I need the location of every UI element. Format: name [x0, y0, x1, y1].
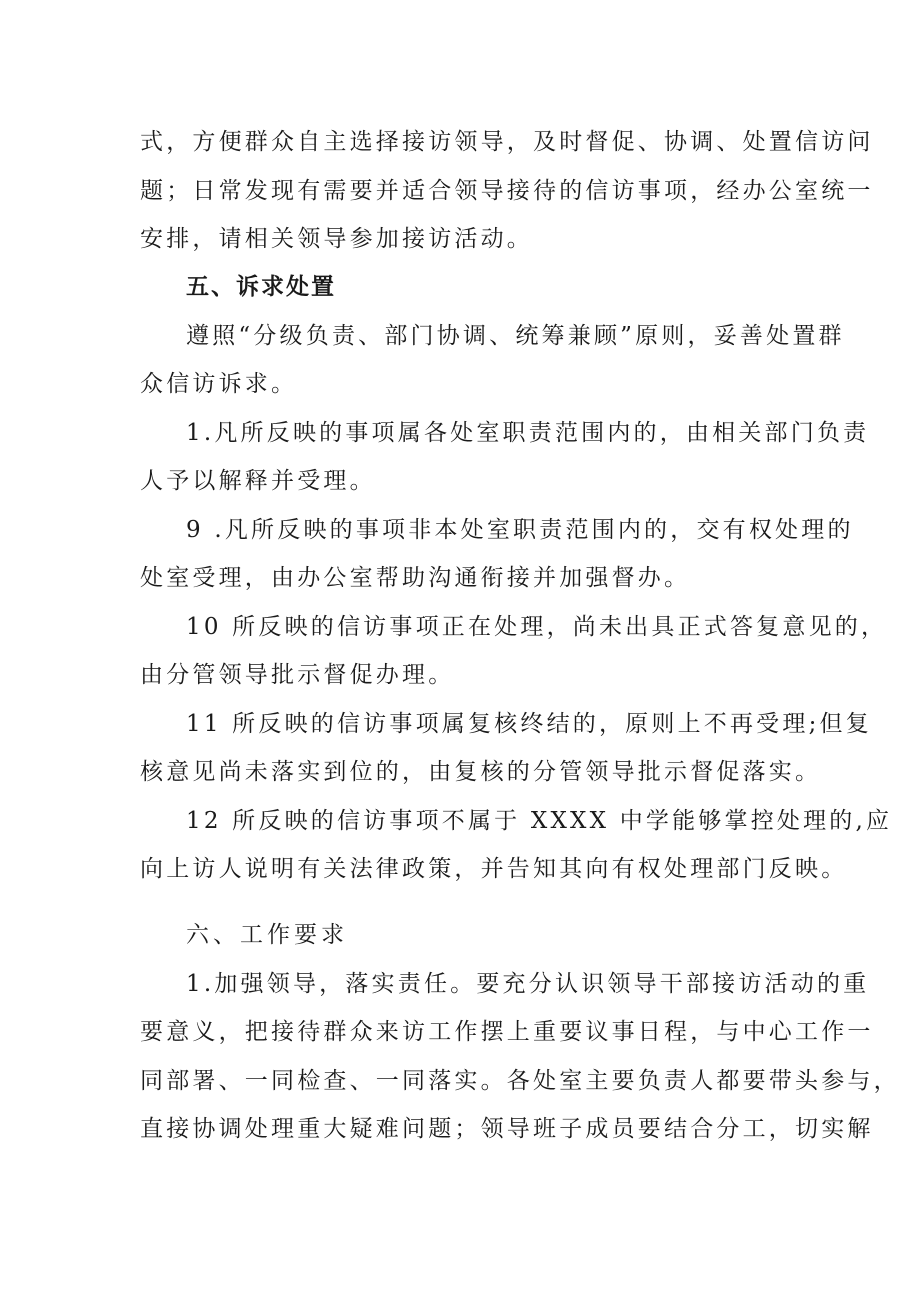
list-item-line: 处室受理，由办公室帮助沟通衔接并加强督办。 [140, 565, 691, 591]
list-item-line: 12 所反映的信访事项不属于 XXXX 中学能够掌控处理的,应 [186, 808, 893, 834]
paragraph-line: 直接协调处理重大疑难问题；领导班子成员要结合分工，切实解 [140, 1116, 874, 1142]
list-item-line: 1.凡所反映的事项属各处室职责范围内的，由相关部门负责 [186, 420, 870, 446]
paragraph-line: 题；日常发现有需要并适合领导接待的信访事项，经办公室统一 [140, 178, 874, 204]
section-heading-6: 六、工作要求 [186, 922, 348, 948]
paragraph-line: 同部署、一同检查、一同落实。各处室主要负责人都要带头参与， [140, 1068, 900, 1094]
list-item-line: 向上访人说明有关法律政策，并告知其向有权处理部门反映。 [140, 856, 848, 882]
paragraph-line: 安排，请相关领导参加接访活动。 [140, 226, 533, 252]
paragraph-line: 式，方便群众自主选择接访领导，及时督促、协调、处置信访问 [140, 129, 874, 155]
section-heading-5: 五、诉求处置 [186, 274, 336, 300]
list-item-line: 核意见尚未落实到位的，由复核的分管领导批示督促落实。 [140, 759, 822, 785]
paragraph-line: 众信访诉求。 [140, 371, 298, 397]
list-item-line: 由分管领导批示督促办理。 [140, 662, 455, 688]
list-item-line: 11 所反映的信访事项属复核终结的，原则上不再受理;但复 [186, 711, 872, 737]
paragraph-line: 要意义，把接待群众来访工作摆上重要议事日程，与中心工作一 [140, 1019, 874, 1045]
list-item-line: 9 .凡所反映的事项非本处室职责范围内的，交有权处理的 [186, 517, 854, 543]
list-item-line: 10 所反映的信访事项正在处理，尚未出具正式答复意见的， [186, 614, 888, 640]
list-item-line: 人予以解释并受理。 [140, 468, 376, 494]
paragraph-line: 遵照“分级负责、部门协调、统筹兼顾”原则，妥善处置群 [186, 323, 845, 349]
list-item-line: 1.加强领导，落实责任。要充分认识领导干部接访活动的重 [186, 971, 870, 997]
